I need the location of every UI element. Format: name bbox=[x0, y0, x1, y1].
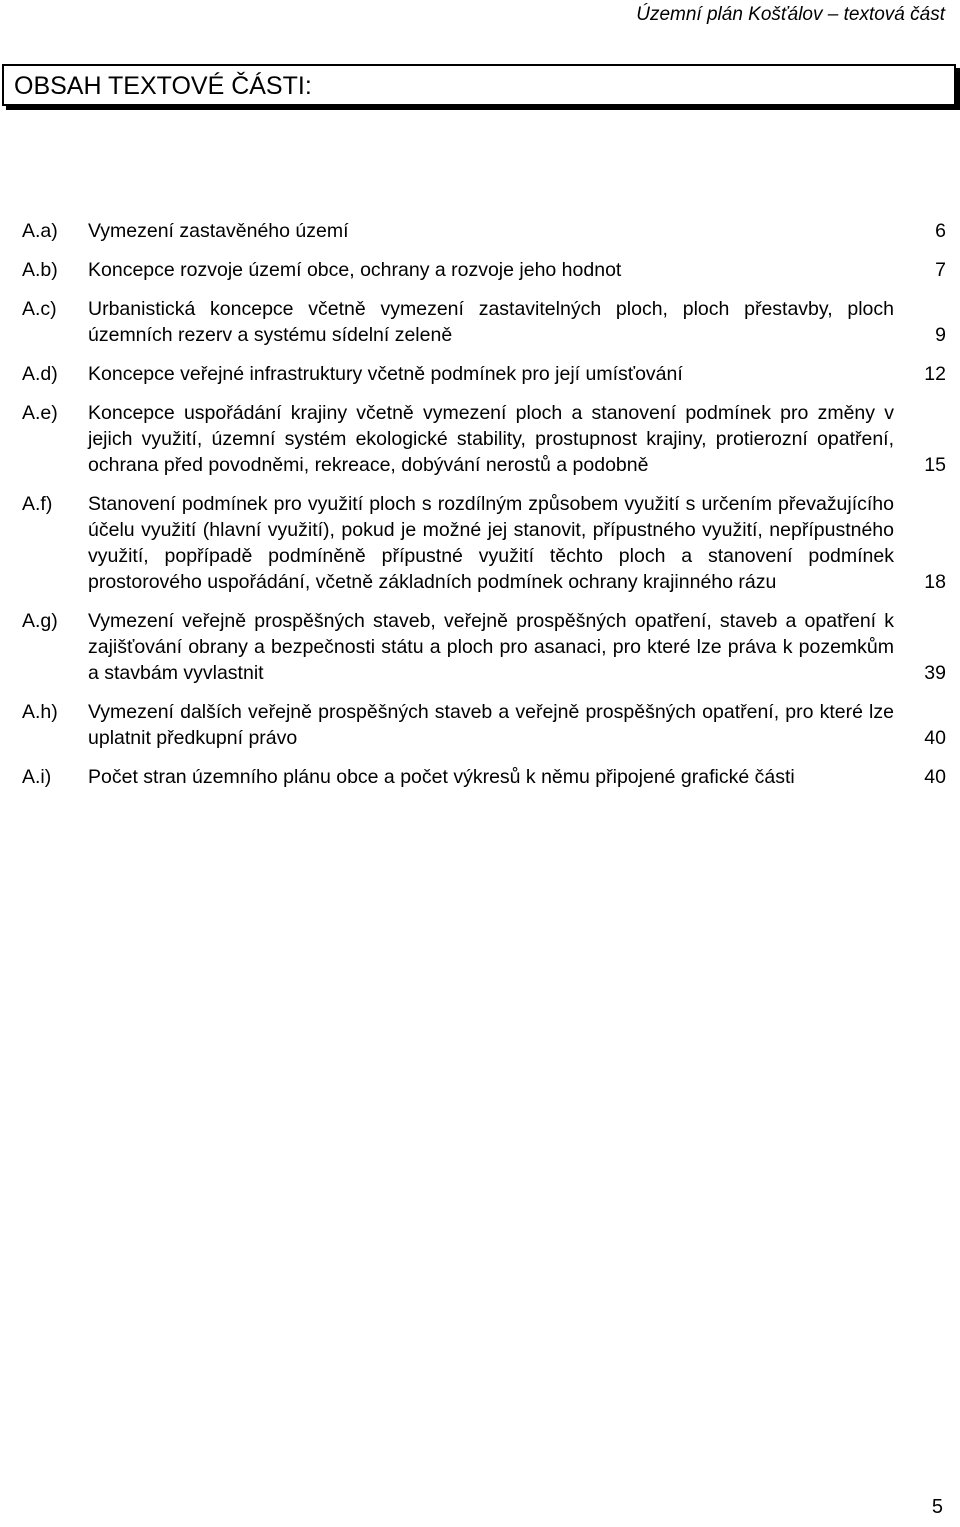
toc-page: 39 bbox=[924, 662, 946, 684]
toc-text: Koncepce uspořádání krajiny včetně vymezení ploch a stanovení podmínek pro změny v jejich využití, územní systém ekologické stability, prostupnost krajiny, protierozní opatření, ochrana před povodněmi, rekreace, dobývání nerostů a podobně bbox=[88, 402, 894, 476]
toc-entry[interactable] bbox=[22, 491, 946, 595]
section-title-box bbox=[2, 64, 956, 106]
toc-entry[interactable] bbox=[22, 361, 946, 387]
document-header: Územní plán Košťálov – textová část bbox=[636, 4, 945, 25]
toc-text: Vymezení veřejně prospěšných staveb, veřejně prospěšných opatření, staveb a opatření k zajišťování obrany a bezpečnosti státu a ploch pro asanaci, pro které lze práva k pozemkům a stavbám vyvlastnit bbox=[88, 610, 894, 684]
toc-page: 6 bbox=[935, 220, 946, 242]
page-number: 5 bbox=[931, 1496, 943, 1518]
toc-page: 9 bbox=[935, 324, 946, 346]
toc-code: A.e) bbox=[22, 402, 58, 424]
toc-code: A.d) bbox=[22, 363, 58, 385]
toc-code: A.b) bbox=[22, 259, 58, 281]
toc-page: 7 bbox=[935, 259, 946, 281]
toc-entry[interactable] bbox=[22, 400, 946, 478]
toc-code: A.a) bbox=[22, 220, 58, 242]
toc-entry[interactable] bbox=[22, 699, 946, 751]
toc-text: Počet stran územního plánu obce a počet výkresů k němu připojené grafické části bbox=[88, 766, 795, 788]
toc-text: Urbanistická koncepce včetně vymezení zastavitelných ploch, ploch přestavby, ploch územních rezerv a systému sídelní zeleně bbox=[88, 298, 894, 346]
toc-entry[interactable] bbox=[22, 608, 946, 686]
toc-text: Stanovení podmínek pro využití ploch s rozdílným způsobem využití s určením převažujícího účelu využití (hlavní využití), pokud je možné jej stanovit, přípustného využití, nepřípustného využití, popřípadě podmíněně přípustné využití těchto ploch a stanovení podmínek prostorového uspořádání, včetně základních podmínek ochrany krajinného rázu bbox=[88, 493, 894, 593]
toc-text: Vymezení zastavěného území bbox=[88, 220, 349, 242]
toc-code: A.c) bbox=[22, 298, 57, 320]
toc-entry[interactable] bbox=[22, 257, 946, 283]
toc-entry[interactable] bbox=[22, 764, 946, 790]
toc-page: 12 bbox=[924, 363, 946, 385]
toc-code: A.i) bbox=[22, 766, 52, 788]
toc-page: 40 bbox=[924, 766, 946, 788]
toc-page: 15 bbox=[924, 454, 946, 476]
toc-text: Koncepce veřejné infrastruktury včetně podmínek pro její umísťování bbox=[88, 363, 683, 385]
toc-code: A.h) bbox=[22, 701, 58, 723]
toc-code: A.f) bbox=[22, 493, 53, 515]
table-of-contents bbox=[22, 218, 946, 803]
toc-text: Vymezení dalších veřejně prospěšných staveb a veřejně prospěšných opatření, pro které lze uplatnit předkupní právo bbox=[88, 701, 894, 749]
toc-page: 40 bbox=[924, 727, 946, 749]
toc-text: Koncepce rozvoje území obce, ochrany a rozvoje jeho hodnot bbox=[88, 259, 622, 281]
toc-page: 18 bbox=[924, 571, 946, 593]
toc-entry[interactable] bbox=[22, 218, 946, 244]
toc-code: A.g) bbox=[22, 610, 58, 632]
toc-entry[interactable] bbox=[22, 296, 946, 348]
section-title: OBSAH TEXTOVÉ ČÁSTI: bbox=[14, 72, 312, 100]
